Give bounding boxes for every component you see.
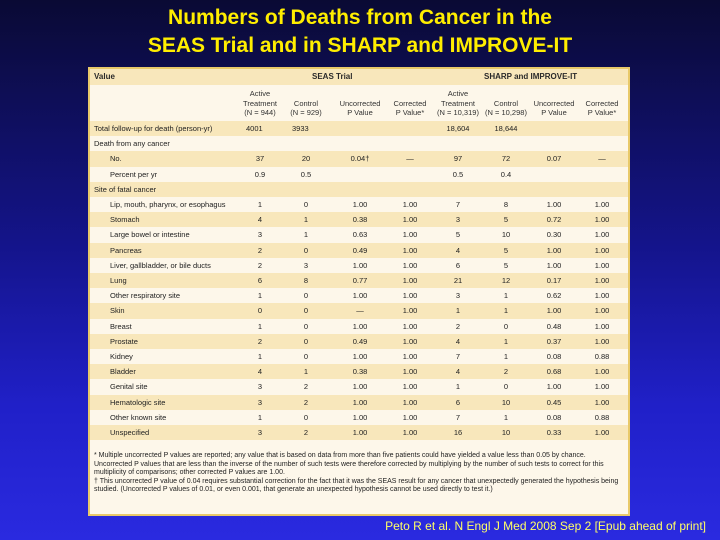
row-label: Stomach — [110, 215, 140, 225]
slide-title-line-1: Numbers of Deaths from Cancer in the — [168, 6, 552, 29]
row-label: Breast — [110, 321, 132, 331]
table-cell: 10 — [501, 397, 511, 407]
table-cell: 1.00 — [402, 306, 418, 316]
table-cell: 2 — [455, 321, 461, 331]
value-column-header: Value — [94, 72, 115, 81]
table-cell: 3 — [257, 230, 263, 240]
table-cell: 1.00 — [594, 397, 610, 407]
table-cell: 10 — [501, 428, 511, 437]
row-label: Death from any cancer — [94, 139, 170, 149]
table-row — [90, 288, 628, 303]
table-cell: 0.33 — [546, 428, 562, 437]
table-row — [90, 334, 628, 349]
column-header-line: Active — [249, 89, 271, 98]
table-cell: 0.38 — [352, 215, 368, 225]
table-cell: 1 — [455, 382, 461, 392]
table-cell: 0.04† — [350, 154, 370, 164]
table-row — [90, 227, 628, 242]
table-cell: 0 — [303, 200, 309, 209]
table-cell: 2 — [303, 397, 309, 407]
row-label: Other known site — [110, 412, 167, 422]
table-cell: 1 — [503, 306, 509, 316]
footnote-multiple-p-values: * Multiple uncorrected P values are reported; any value that is based on data from more than five patients could have yielded a value less than 0.05 by chance. Uncorrected P values that are less than the inverse of the number of such tests were therefore corrected by multiplying by the number of such tests to correct for this multiplicity of comparisons; other corrected P values are 1.00. — [94, 452, 604, 477]
table-cell: 10 — [501, 230, 511, 240]
table-cell: 4001 — [246, 124, 263, 133]
table-row — [90, 303, 628, 318]
table-cell: 5 — [455, 230, 461, 240]
table-cell: 1.00 — [402, 245, 418, 255]
citation: Peto R et al. N Engl J Med 2008 Sep 2 [Epub ahead of print] — [385, 519, 706, 533]
table-cell: 1.00 — [594, 276, 610, 285]
table-cell: 8 — [303, 276, 309, 285]
table-cell: 1 — [257, 412, 263, 422]
table-row — [90, 410, 628, 425]
table-cell: 1 — [303, 230, 309, 240]
table-cell: 1.00 — [594, 260, 610, 270]
table-cell: 0.38 — [352, 367, 368, 377]
table-cell: 21 — [453, 276, 463, 285]
table-cell: 1.00 — [402, 367, 418, 377]
table-cell: 0.77 — [352, 276, 368, 285]
table-cell: 1.00 — [352, 428, 368, 437]
table-cell: 1.00 — [594, 336, 610, 346]
table-cell: 3 — [455, 215, 461, 225]
row-label: Liver, gallbladder, or bile ducts — [110, 260, 211, 270]
table-cell: 1.00 — [352, 321, 368, 331]
row-label: Hematologic site — [110, 397, 166, 407]
table-cell: 12 — [501, 276, 511, 285]
table-cell: 4 — [257, 215, 263, 225]
table-cell: 18,644 — [494, 124, 518, 133]
table-cell: 1.00 — [402, 200, 418, 209]
table-row — [90, 425, 628, 440]
footnotes — [94, 452, 624, 495]
column-header-line: P Value* — [395, 108, 425, 117]
table-row — [90, 379, 628, 394]
table-cell: 0.37 — [546, 336, 562, 346]
row-label: Lung — [110, 276, 127, 285]
table-cell: 1.00 — [402, 428, 418, 437]
column-header-line: (N = 10,298) — [485, 108, 527, 117]
row-label: Kidney — [110, 352, 133, 361]
table-cell: — — [598, 154, 606, 164]
table-cell: 3 — [257, 397, 263, 407]
table-cell: 0 — [303, 352, 309, 361]
table-cell: 1 — [455, 306, 461, 316]
table-cell: 1.00 — [402, 382, 418, 392]
table-cell: 1.00 — [594, 215, 610, 225]
table-cell: 4 — [455, 367, 461, 377]
row-label: Genital site — [110, 382, 148, 392]
table-cell: 1.00 — [402, 321, 418, 331]
table-cell: 1.00 — [594, 230, 610, 240]
row-label: Large bowel or intestine — [110, 230, 190, 240]
row-label: Total follow-up for death (person-yr) — [94, 124, 213, 133]
table-cell: 6 — [455, 260, 461, 270]
table-row — [90, 258, 628, 273]
row-label: Prostate — [110, 336, 138, 346]
column-header-line: Treatment — [243, 98, 277, 108]
table-cell: 0 — [503, 321, 509, 331]
column-header-line: Control — [293, 98, 319, 108]
table-cell: 2 — [257, 245, 263, 255]
row-label: Unspecified — [110, 428, 150, 437]
table-cell: 7 — [455, 352, 461, 361]
table-cell: 1.00 — [546, 260, 562, 270]
table-cell: 0 — [303, 291, 309, 301]
table-cell: 6 — [455, 397, 461, 407]
table-cell: 0 — [303, 321, 309, 331]
table-cell: 1.00 — [594, 291, 610, 301]
table-cell: 8 — [503, 200, 509, 209]
table-cell: 7 — [455, 200, 461, 209]
table-cell: 0 — [503, 382, 509, 392]
column-header-line: P Value — [541, 108, 567, 117]
table-cell: 0.30 — [546, 230, 562, 240]
column-header-line: (N = 944) — [244, 108, 276, 117]
table-cell: 0.4 — [500, 169, 512, 179]
table-cell: 4 — [455, 336, 461, 346]
table-cell: 1.00 — [352, 412, 368, 422]
table-cell: 97 — [453, 154, 463, 164]
row-label: Percent per yr — [110, 169, 158, 179]
table-cell: 4 — [257, 367, 263, 377]
table-cell: 1.00 — [352, 397, 368, 407]
table-cell: 0.68 — [546, 367, 562, 377]
table-cell: 0.48 — [546, 321, 562, 331]
table-cell: 0.49 — [352, 336, 368, 346]
table-cell: 0.08 — [546, 412, 562, 422]
column-header-line: (N = 10,319) — [437, 108, 479, 117]
table-cell: 1 — [503, 336, 509, 346]
table-cell: — — [356, 306, 364, 316]
table-cell: 0.63 — [352, 230, 368, 240]
table-cell: 72 — [501, 154, 511, 164]
seas-trial-header: SEAS Trial — [312, 72, 353, 81]
table-cell: 0.88 — [594, 412, 610, 422]
column-header-line: Control — [493, 98, 519, 108]
row-label: Site of fatal cancer — [94, 184, 157, 194]
table-cell: 1.00 — [402, 397, 418, 407]
row-label: Other respiratory site — [110, 291, 181, 301]
table-cell: 3 — [455, 291, 461, 301]
table-cell: 5 — [503, 215, 509, 225]
table-cell: 18,604 — [446, 124, 470, 133]
cancer-deaths-table — [88, 67, 630, 516]
table-cell: 1.00 — [402, 230, 418, 240]
row-label: Bladder — [110, 367, 136, 377]
slide-title — [0, 4, 720, 60]
column-header-line: Active — [447, 89, 469, 98]
table-cell: 1 — [257, 352, 263, 361]
table-cell: 2 — [257, 336, 263, 346]
table-cell: 0.9 — [254, 169, 266, 179]
table-cell: 0 — [303, 412, 309, 422]
column-header-line: Treatment — [441, 98, 475, 108]
table-cell: 7 — [455, 412, 461, 422]
table-cell: 37 — [255, 154, 265, 164]
table-cell: 1.00 — [352, 382, 368, 392]
table-cell: 0.49 — [352, 245, 368, 255]
table-cell: 1.00 — [402, 352, 418, 361]
table-cell: 0 — [303, 306, 309, 316]
table-cell: 1.00 — [594, 321, 610, 331]
table-row — [90, 167, 628, 182]
table-cell: 3 — [257, 428, 263, 437]
table-cell: 1.00 — [594, 428, 610, 437]
column-header-line: (N = 929) — [290, 108, 322, 117]
table-cell: 20 — [301, 154, 311, 164]
table-row — [90, 395, 628, 410]
table-cell: 0.17 — [546, 276, 562, 285]
table-cell: 1.00 — [546, 382, 562, 392]
table-cell: 0.62 — [546, 291, 562, 301]
table-row — [90, 349, 628, 364]
table-cell: 1 — [257, 321, 263, 331]
column-header-line: Uncorrected — [339, 98, 381, 108]
table-cell: 0.72 — [546, 215, 562, 225]
table-row — [90, 273, 628, 288]
table-cell: 1.00 — [402, 276, 418, 285]
table-cell: 1.00 — [402, 260, 418, 270]
table-cell: 1.00 — [352, 291, 368, 301]
table-cell: 0.08 — [546, 352, 562, 361]
table-cell: 1 — [257, 291, 263, 301]
table-row — [90, 197, 628, 212]
table-cell: 1.00 — [352, 200, 368, 209]
table-cell: 0.88 — [594, 352, 610, 361]
row-label: No. — [110, 154, 122, 164]
table-cell: 1.00 — [594, 367, 610, 377]
table-row — [90, 121, 628, 136]
table-cell: — — [406, 154, 414, 164]
column-header — [276, 99, 336, 118]
table-cell: 1 — [303, 367, 309, 377]
table-cell: 0 — [303, 245, 309, 255]
table-cell: 0 — [303, 336, 309, 346]
table-cell: 1 — [257, 200, 263, 209]
table-cell: 2 — [503, 367, 509, 377]
table-cell: 0.07 — [546, 154, 562, 164]
sharp-improve-it-header: SHARP and IMPROVE-IT — [484, 72, 578, 81]
table-cell: 1.00 — [594, 200, 610, 209]
table-cell: 1 — [503, 412, 509, 422]
table-cell: 1.00 — [352, 352, 368, 361]
slide-title-line-2: SEAS Trial and in SHARP and IMPROVE-IT — [147, 34, 573, 57]
table-cell: 1.00 — [546, 306, 562, 316]
table-cell: 1 — [503, 291, 509, 301]
table-cell: 0.45 — [546, 397, 562, 407]
table-cell: 3 — [303, 260, 309, 270]
table-cell: 1.00 — [594, 245, 610, 255]
table-cell: 0.5 — [300, 169, 312, 179]
table-row — [90, 319, 628, 334]
table-cell: 1 — [503, 352, 509, 361]
table-cell: 3933 — [292, 124, 309, 133]
row-label: Lip, mouth, pharynx, or esophagus — [110, 200, 226, 209]
column-header-line: P Value — [347, 108, 373, 117]
table-cell: 5 — [503, 245, 509, 255]
table-row — [90, 243, 628, 258]
table-cell: 1.00 — [594, 382, 610, 392]
table-cell: 3 — [257, 382, 263, 392]
table-cell: 1.00 — [546, 200, 562, 209]
column-header-line: Uncorrected — [533, 98, 575, 108]
table-cell: 1.00 — [594, 306, 610, 316]
column-header-line: Corrected — [393, 98, 427, 108]
table-row — [90, 182, 628, 197]
table-cell: 0.5 — [452, 169, 464, 179]
table-cell: 1.00 — [352, 260, 368, 270]
table-row — [90, 364, 628, 379]
footnote-seas-p-value: † This uncorrected P value of 0.04 requires substantial correction for the fact that it was the SEAS result for any cancer that unexpectedly generated the hypothesis being studied. (Uncorrected P values of 0.01, or even 0.001, that generate an unexpected hypothesis cannot be used directly to test it.) — [94, 477, 619, 494]
table-cell: 5 — [503, 260, 509, 270]
table-cell: 1 — [303, 215, 309, 225]
table-cell: 0 — [257, 306, 263, 316]
table-row — [90, 136, 628, 151]
table-cell: 4 — [455, 245, 461, 255]
table-cell: 1.00 — [402, 412, 418, 422]
column-header-line: Corrected — [585, 98, 619, 108]
table-cell: 6 — [257, 276, 263, 285]
table-cell: 1.00 — [402, 336, 418, 346]
table-cell: 2 — [303, 382, 309, 392]
row-label: Pancreas — [110, 245, 142, 255]
table-cell: 1.00 — [402, 291, 418, 301]
table-row — [90, 212, 628, 227]
table-cell: 2 — [303, 428, 309, 437]
column-header-line: P Value* — [587, 108, 617, 117]
row-label: Skin — [110, 306, 125, 316]
table-cell: 16 — [453, 428, 463, 437]
column-header — [572, 99, 632, 118]
table-cell: 2 — [257, 260, 263, 270]
table-cell: 1.00 — [546, 245, 562, 255]
table-cell: 1.00 — [402, 215, 418, 225]
table-row — [90, 151, 628, 166]
